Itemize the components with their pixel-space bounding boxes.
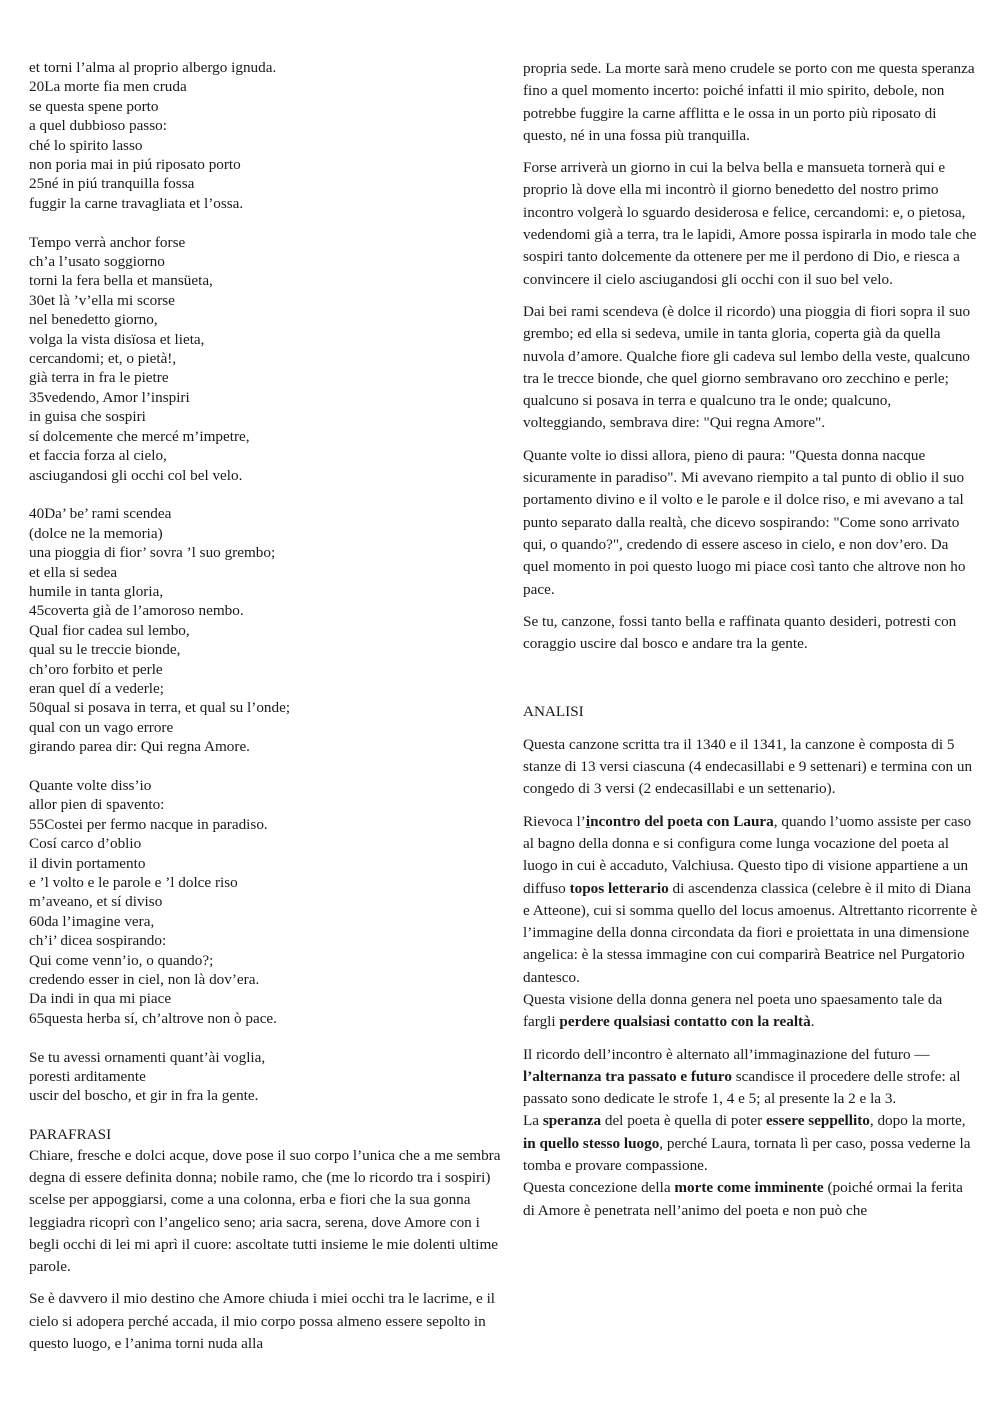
poem — [29, 58, 507, 1106]
poem-line: uscir del boscho, et gir in fra la gente. — [29, 1087, 259, 1105]
poem-line: volga la vista disïosa et lieta, — [29, 330, 205, 348]
poem-line: m’aveano, et sí diviso — [29, 893, 163, 911]
poem-stanza — [29, 504, 507, 756]
bold-run: morte come imminente — [674, 1179, 824, 1197]
text-run: , quando l’uomo assiste per caso al bagno della donna e si configura come lunga vocazione del poeta al luogo in cui è accaduto, Valchiusa. Questo tipo di visione appartiene a un diffuso — [523, 812, 972, 897]
text-run: Il ricordo dell’incontro è alternato all’immaginazione del futuro — — [523, 1045, 930, 1063]
poem-line: asciugandosi gli occhi col bel velo. — [29, 466, 243, 484]
poem-line: a quel dubbioso passo: — [29, 117, 167, 135]
poem-stanza — [29, 58, 507, 213]
section-spacer — [523, 665, 978, 701]
text-run: del poeta è quella di poter — [601, 1112, 766, 1130]
parafrasi-paragraph-3: Forse arriverà un giorno in cui la belva bella e mansueta tornerà qui e proprio là dove ella mi incontrò il giorno benedetto del nostro primo incontro volgerà lo sguardo desiderosa e felice, cercandomi: e, o pietosa, vedendomi già a terra, tra le lapidi, Amore possa ispirarla in modo tale che sospiri tanto dolcemente da ottenere per me il perdono di Dio, e riesca a convincere il cielo asciugandosi gli occhi con il suo bel velo. — [523, 159, 977, 288]
poem-line: eran quel dí a vederle; — [29, 679, 164, 697]
poem-line: 60da l’imagine vera, — [29, 912, 155, 930]
poem-line: et ella si sedea — [29, 563, 118, 581]
poem-line: il divin portamento — [29, 854, 146, 872]
text-run: La — [523, 1112, 543, 1130]
analisi-heading: ANALISI — [523, 703, 584, 721]
analisi-paragraph-3 — [523, 1044, 978, 1222]
poem-stanza — [29, 776, 507, 1028]
poem-line: 20La morte fia men cruda — [29, 78, 187, 96]
text-run: , perché Laura, tornata lì per caso, possa vederne la tomba e provare compassione. — [523, 1134, 971, 1175]
parafrasi-paragraph-1: Chiare, fresche e dolci acque, dove pose il suo corpo l’unica che a me sembra degna di essere definita donna; nobile ramo, che (me lo ricordo tra i sospiri) scelse per appoggiarsi, come a una colonna, erba e fiori che la sua gonna leggiadra ricoprì con l’angelico seno; aria sacra, serena, dove Amore con i begli occhi di lei mi aprì il cuore: ascoltate tutti insieme le mie dolenti ultime parole. — [29, 1146, 501, 1276]
poem-line: non poria mai in piú riposato porto — [29, 156, 241, 174]
poem-line: fuggir la carne travagliata et l’ossa. — [29, 194, 244, 212]
poem-line: sí dolcemente che mercé m’impetre, — [29, 427, 250, 445]
poem-line: 25né in piú tranquilla fossa — [29, 175, 195, 193]
text-run: , dopo la morte, — [869, 1112, 966, 1130]
poem-line: credendo esser in ciel, non là dov’era. — [29, 971, 260, 989]
poem-line: in guisa che sospiri — [29, 408, 146, 426]
poem-line: Qual fior cadea sul lembo, — [29, 621, 190, 639]
analisi-paragraph-2 — [523, 811, 978, 1034]
poem-line: ch’i’ dicea sospirando: — [29, 932, 167, 950]
poem-line: qual su le treccie bionde, — [29, 641, 181, 659]
poem-line: 35vedendo, Amor l’inspiri — [29, 388, 190, 406]
bold-run: in quello stesso luogo — [523, 1134, 660, 1152]
poem-line: (dolce ne la memoria) — [29, 524, 163, 542]
poem-line: una pioggia di fior’ sovra ’l suo grembo; — [29, 544, 276, 562]
poem-line: 40Da’ be’ rami scendea — [29, 505, 172, 523]
poem-line: cercandomi; et, o pietà!, — [29, 350, 177, 368]
poem-line: 55Costei per fermo nacque in paradiso. — [29, 815, 268, 833]
text-run: (poiché ormai la ferita di Amore è penetrata nell’animo del poeta e non può che — [523, 1179, 963, 1219]
poem-line: poresti arditamente — [29, 1068, 146, 1086]
bold-run: topos letterario — [569, 879, 669, 897]
bold-run: speranza — [542, 1112, 602, 1130]
parafrasi-paragraph-5: Quante volte io dissi allora, pieno di paura: "Questa donna nacque sicuramente in paradiso". Mi avevano riempito a tal punto di oblio il suo portamento divino e il volto e le parole e il dolce riso, e mi avevano a tal punto separato dalla realtà, che dicevo sospirando: "Come sono arrivato qui, o quando?", credendo di essere asceso in cielo, e non dov’ero. Da quel momento in poi questo luogo mi piace così tanto che altrove non ho pace. — [523, 446, 966, 598]
poem-line: ché lo spirito lasso — [29, 136, 143, 154]
poem-line: et faccia forza al cielo, — [29, 447, 167, 465]
poem-line: 45coverta già de l’amoroso nembo. — [29, 602, 244, 620]
poem-line: ch’oro forbito et perle — [29, 660, 163, 678]
poem-stanza — [29, 1048, 507, 1106]
poem-line: torni la fera bella et mansüeta, — [29, 272, 213, 290]
parafrasi-paragraph-4: Dai bei rami scendeva (è dolce il ricordo) una pioggia di fiori sopra il suo grembo; ed ella si sedeva, umile in tanta gloria, coperta già da quella nuvola d’amore. Qualche fiore gli cadeva sul lembo della veste, qualcuno tra le trecce bionde, che quel giorno sembravano oro zecchino e perle; qualcuno si posava in terra e qualcuno tra le onde; qualcuno, volteggiando, sembrava dire: "Qui regna Amore". — [523, 302, 971, 432]
poem-line: Tempo verrà anchor forse — [29, 233, 186, 251]
poem-line: e ’l volto e le parole e ’l dolce riso — [29, 874, 238, 892]
text-run: . — [810, 1013, 815, 1031]
text-run: Questa concezione della — [523, 1179, 675, 1197]
text-run: Questa visione della donna genera nel poeta uno spaesamento tale da fargli — [523, 990, 943, 1031]
parafrasi-section — [29, 1125, 507, 1355]
parafrasi-heading: PARAFRASI — [29, 1126, 112, 1144]
parafrasi-paragraph-2-continued: propria sede. La morte sarà meno crudele se porto con me questa speranza fino a quel momento incerto: poiché infatti il mio spirito, debole, non potrebbe fuggire la carne afflitta e le ossa in un porto più riposato di questo, né in una fossa più tranquilla. — [523, 60, 975, 144]
poem-line: già terra in fra le pietre — [29, 369, 169, 387]
bold-run — [586, 813, 774, 830]
parafrasi-paragraph-6: Se tu, canzone, fossi tanto bella e raffinata quanto desideri, potresti con coraggio uscire dal bosco e andare tra la gente. — [523, 612, 957, 653]
bold-text: ncontro del poeta con Laura — [590, 812, 774, 830]
poem-line: qual con un vago errore — [29, 718, 174, 736]
poem-line: humile in tanta gloria, — [29, 582, 164, 600]
poem-line: et torni l’alma al proprio albergo ignuda. — [29, 59, 277, 76]
poem-line: nel benedetto giorno, — [29, 311, 158, 329]
poem-line: Da indi in qua mi piace — [29, 990, 172, 1008]
poem-line: 50qual si posava in terra, et qual su l’onde; — [29, 699, 291, 717]
poem-line: 65questa herba sí, ch’altrove non ò pace. — [29, 1009, 277, 1027]
right-column — [523, 58, 978, 1232]
underlined-letter: i — [585, 812, 591, 830]
parafrasi-paragraph-2: Se è davvero il mio destino che Amore chiuda i miei occhi tra le lacrime, e il cielo si adopera perché accada, il mio corpo possa almeno essere sepolto in questo luogo, e l’anima torni nuda alla — [29, 1290, 496, 1353]
text-run: Rievoca l’ — [523, 812, 586, 830]
poem-line: 30et là ’v’ella mi scorse — [29, 291, 175, 309]
poem-line: Se tu avessi ornamenti quant’ài voglia, — [29, 1048, 266, 1066]
left-column — [29, 58, 507, 1355]
text-run: di ascendenza classica (celebre è il mito di Diana e Atteone), cui si somma quello del locus amoenus. Altrettanto ricorrente è l’immagine della donna circondata da fiori e proiettata in una dimensione angelica: è la stessa immagine con cui comparirà Beatrice nel Purgatorio dantesco. — [523, 879, 978, 986]
poem-line: girando parea dir: Qui regna Amore. — [29, 738, 250, 756]
poem-line: Quante volte diss’io — [29, 776, 152, 794]
analisi-section — [523, 701, 978, 1222]
poem-stanza — [29, 233, 507, 485]
bold-run: l’alternanza tra passato e futuro — [523, 1067, 732, 1085]
poem-line: ch’a l’usato soggiorno — [29, 253, 165, 271]
poem-line: allor pien di spavento: — [29, 796, 165, 814]
bold-run: perdere qualsiasi contatto con la realtà — [559, 1013, 811, 1031]
text-run: scandisce il procedere delle strofe: al passato sono dedicate le strofe 1, 4 e 5; al presente la 2 e la 3. — [523, 1067, 961, 1108]
poem-line: Qui come venn’io, o quando?; — [29, 951, 214, 969]
poem-line: se questa spene porto — [29, 97, 159, 115]
analisi-paragraph-1: Questa canzone scritta tra il 1340 e il 1341, la canzone è composta di 5 stanze di 13 versi ciascuna (4 endecasillabi e 9 settenari) e termina con un congedo di 3 versi (2 endecasillabi e un settenario). — [523, 735, 973, 798]
poem-line: Cosí carco d’oblio — [29, 835, 142, 853]
bold-run: essere seppellito — [765, 1112, 870, 1130]
